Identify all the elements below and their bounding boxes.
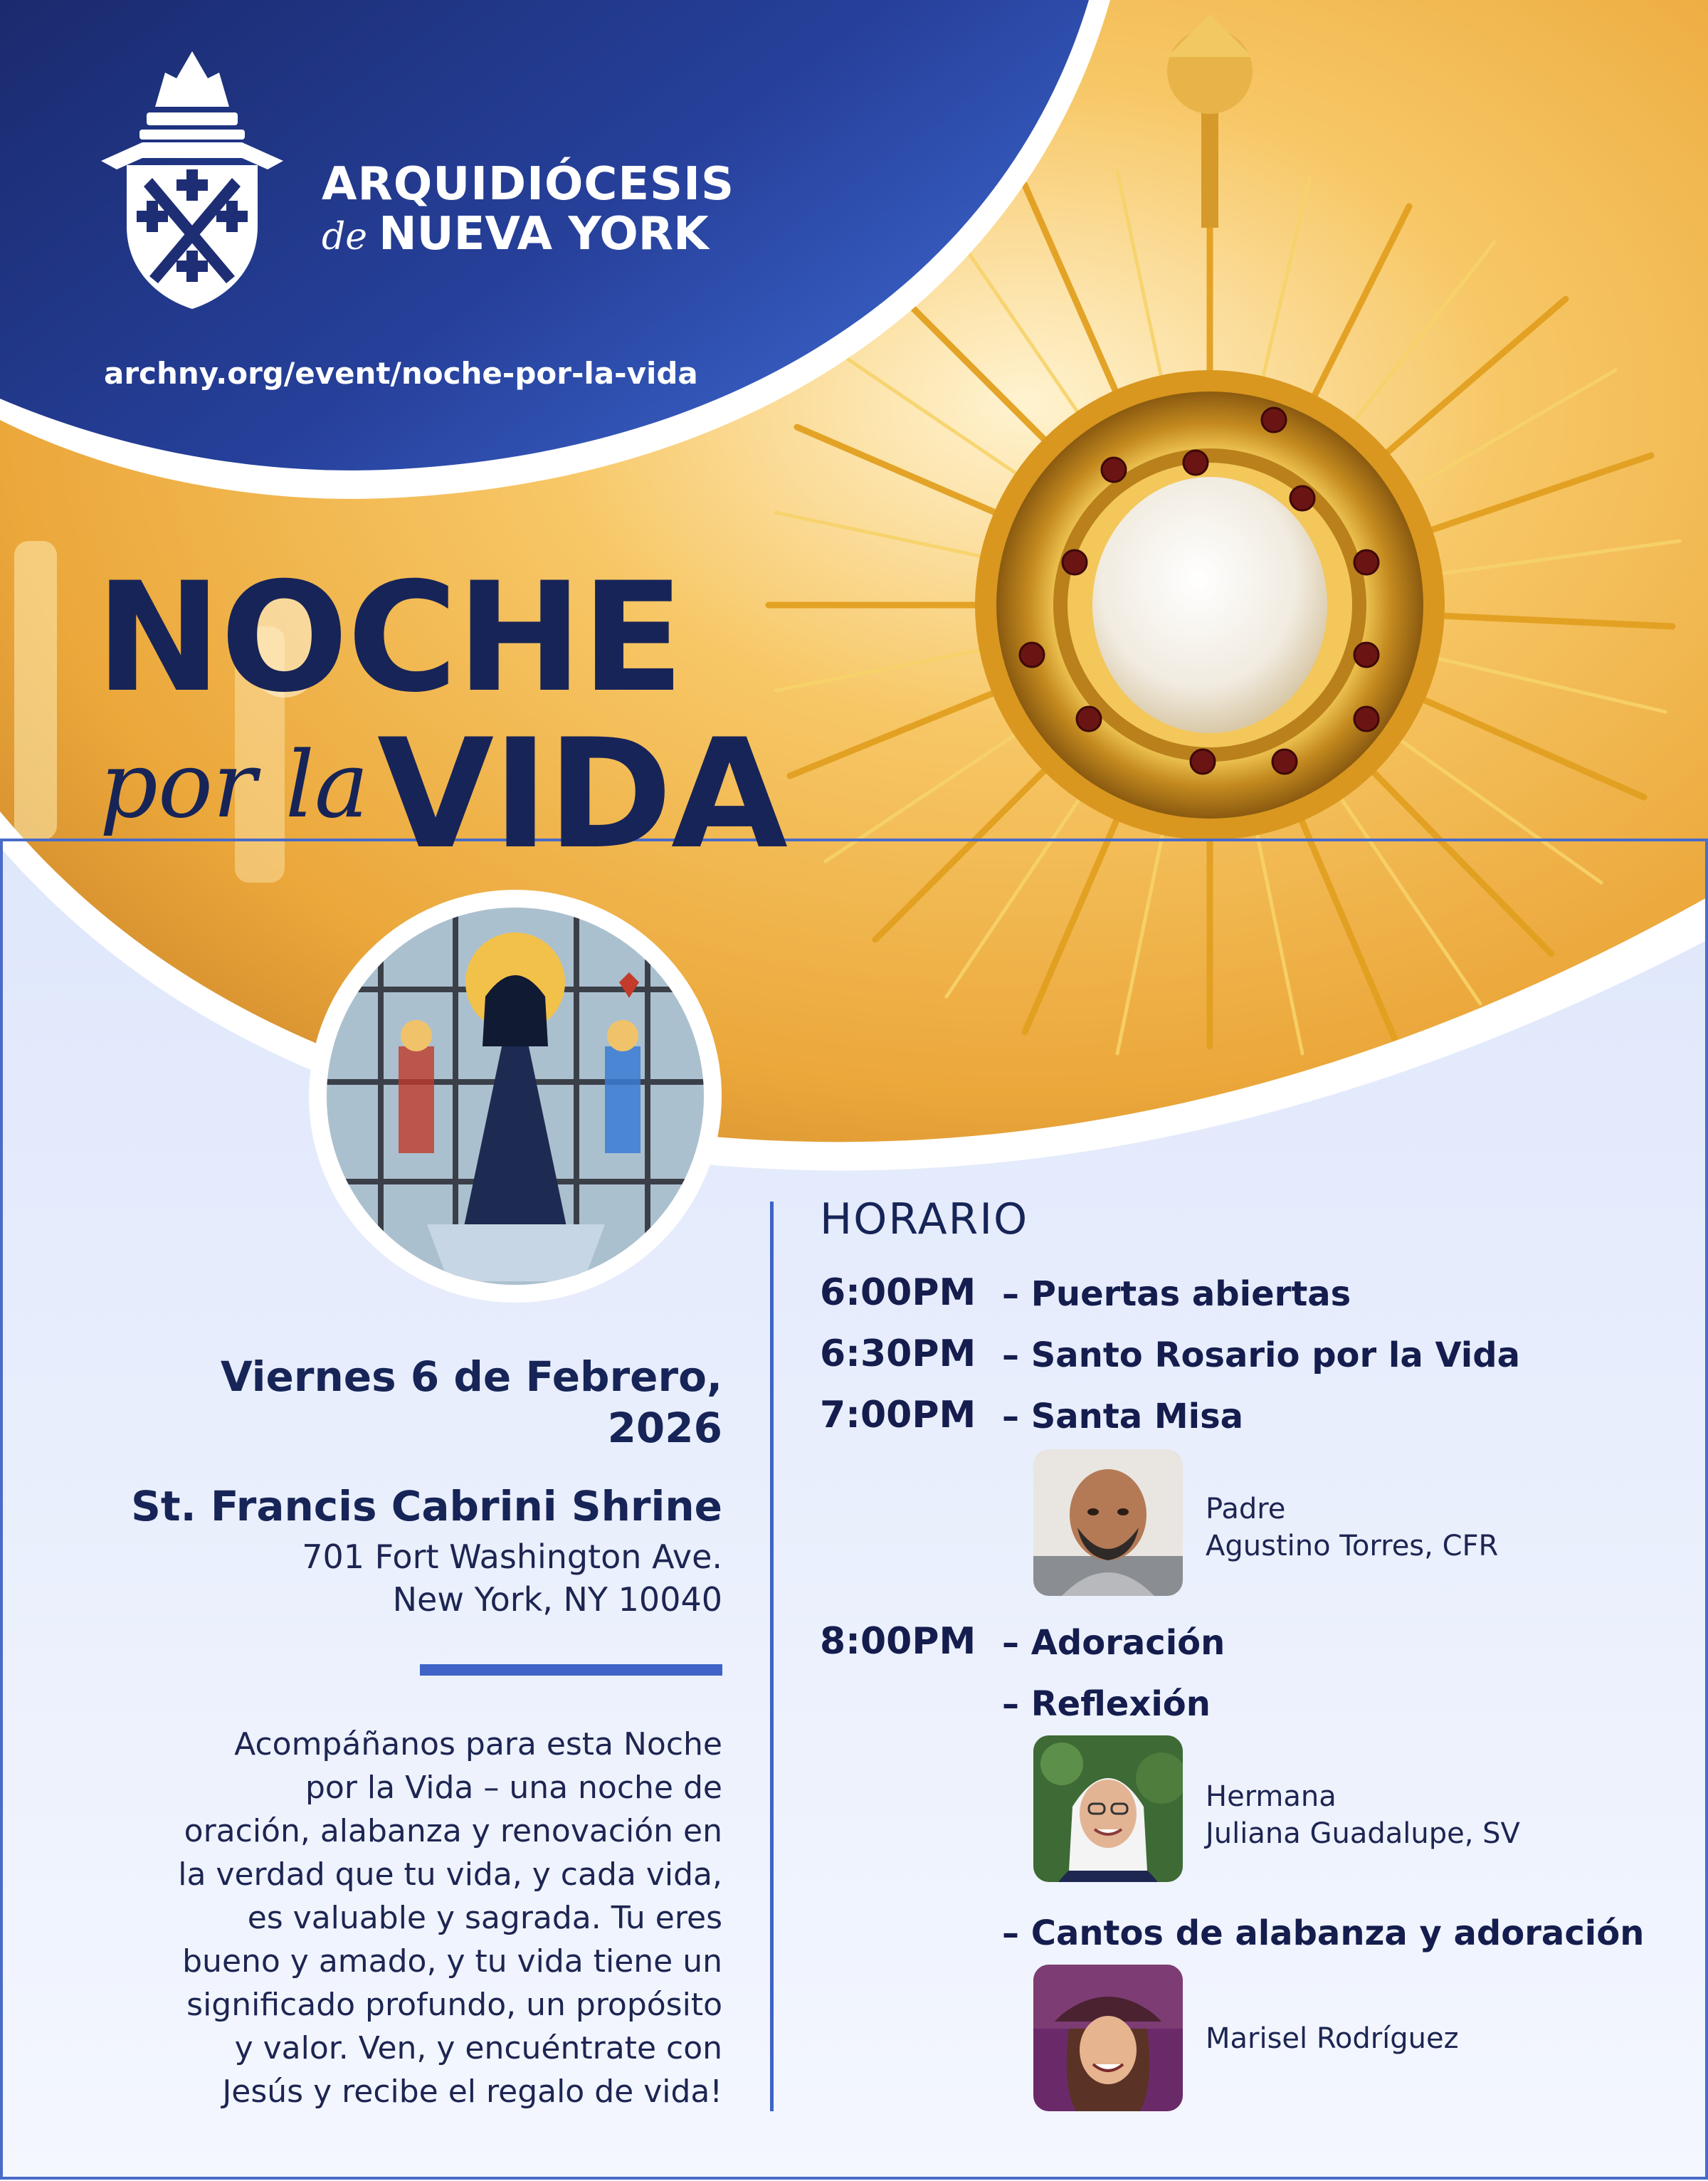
speaker-name: Marisel Rodríguez [1206, 2022, 1459, 2055]
intro-line: Acompáñanos para esta Noche [234, 1726, 722, 1762]
schedule-heading: HORARIO [820, 1194, 1029, 1244]
schedule-activity: – Santo Rosario por la Vida [1002, 1335, 1520, 1375]
address-line2: New York, NY 10040 [392, 1580, 722, 1619]
event-url-link[interactable]: archny.org/event/noche-por-la-vida [104, 356, 698, 391]
schedule-time: 6:30PM [820, 1333, 976, 1375]
event-date-line1: Viernes 6 de Febrero, [220, 1352, 722, 1401]
speaker-hermana [1206, 1778, 1520, 1852]
address-line1: 701 Fort Washington Ave. [302, 1538, 722, 1576]
title-vida: VIDA [377, 706, 786, 882]
schedule-time: 8:00PM [820, 1620, 976, 1663]
intro-line: es valuable y sagrada. Tu eres [247, 1900, 722, 1936]
speaker-title: Padre [1206, 1493, 1286, 1525]
intro-line: la verdad que tu vida, y cada vida, [178, 1856, 722, 1893]
intro-line: bueno y amado, y tu vida tiene un [182, 1943, 722, 1980]
intro-line: Jesús y recibe el regalo de vida! [222, 2074, 722, 2110]
intro-line: por la Vida – una noche de [305, 1770, 722, 1806]
intro-line: oración, alabanza y renovación en [184, 1813, 722, 1849]
speaker-name: Juliana Guadalupe, SV [1206, 1817, 1520, 1850]
accent-divider [420, 1664, 722, 1676]
speaker-photo-padre [1033, 1449, 1183, 1596]
person-avatar-icon [1033, 1965, 1183, 2111]
intro-line: y valor. Ven, y encuéntrate con [234, 2030, 722, 2066]
intro-paragraph [82, 1723, 722, 2113]
person-avatar-icon [1033, 1735, 1183, 1882]
title-noche: NOCHE [95, 550, 683, 725]
schedule-activity: – Puertas abiertas [1002, 1274, 1351, 1314]
schedule-activity: – Reflexión [1002, 1684, 1211, 1724]
speaker-photo-marisel [1033, 1965, 1183, 2111]
intro-line: significado profundo, un propósito [186, 1987, 722, 2023]
schedule-time: 6:00PM [820, 1271, 976, 1314]
title-por-la: por la [100, 732, 369, 839]
column-divider [770, 1202, 774, 2111]
speaker-marisel [1206, 2020, 1459, 2057]
archdiocese-name-line1: ARQUIDIÓCESIS [322, 158, 735, 211]
schedule-activity: – Cantos de alabanza y adoración [1002, 1913, 1645, 1953]
speaker-title: Hermana [1206, 1780, 1337, 1813]
event-date-line2: 2026 [607, 1404, 722, 1452]
event-venue: St. Francis Cabrini Shrine [131, 1482, 722, 1530]
archdiocese-name-prefix: de [322, 216, 368, 258]
speaker-photo-hermana [1033, 1735, 1183, 1882]
archdiocese-name-city: NUEVA YORK [379, 208, 709, 261]
archdiocese-name-line2 [322, 208, 709, 261]
speaker-padre [1206, 1491, 1498, 1565]
person-avatar-icon [1033, 1449, 1183, 1596]
schedule-activity: – Adoración [1002, 1623, 1225, 1663]
speaker-name: Agustino Torres, CFR [1206, 1530, 1499, 1562]
schedule-activity: – Santa Misa [1002, 1397, 1244, 1436]
schedule-time: 7:00PM [820, 1394, 976, 1436]
event-date [82, 1351, 722, 1454]
